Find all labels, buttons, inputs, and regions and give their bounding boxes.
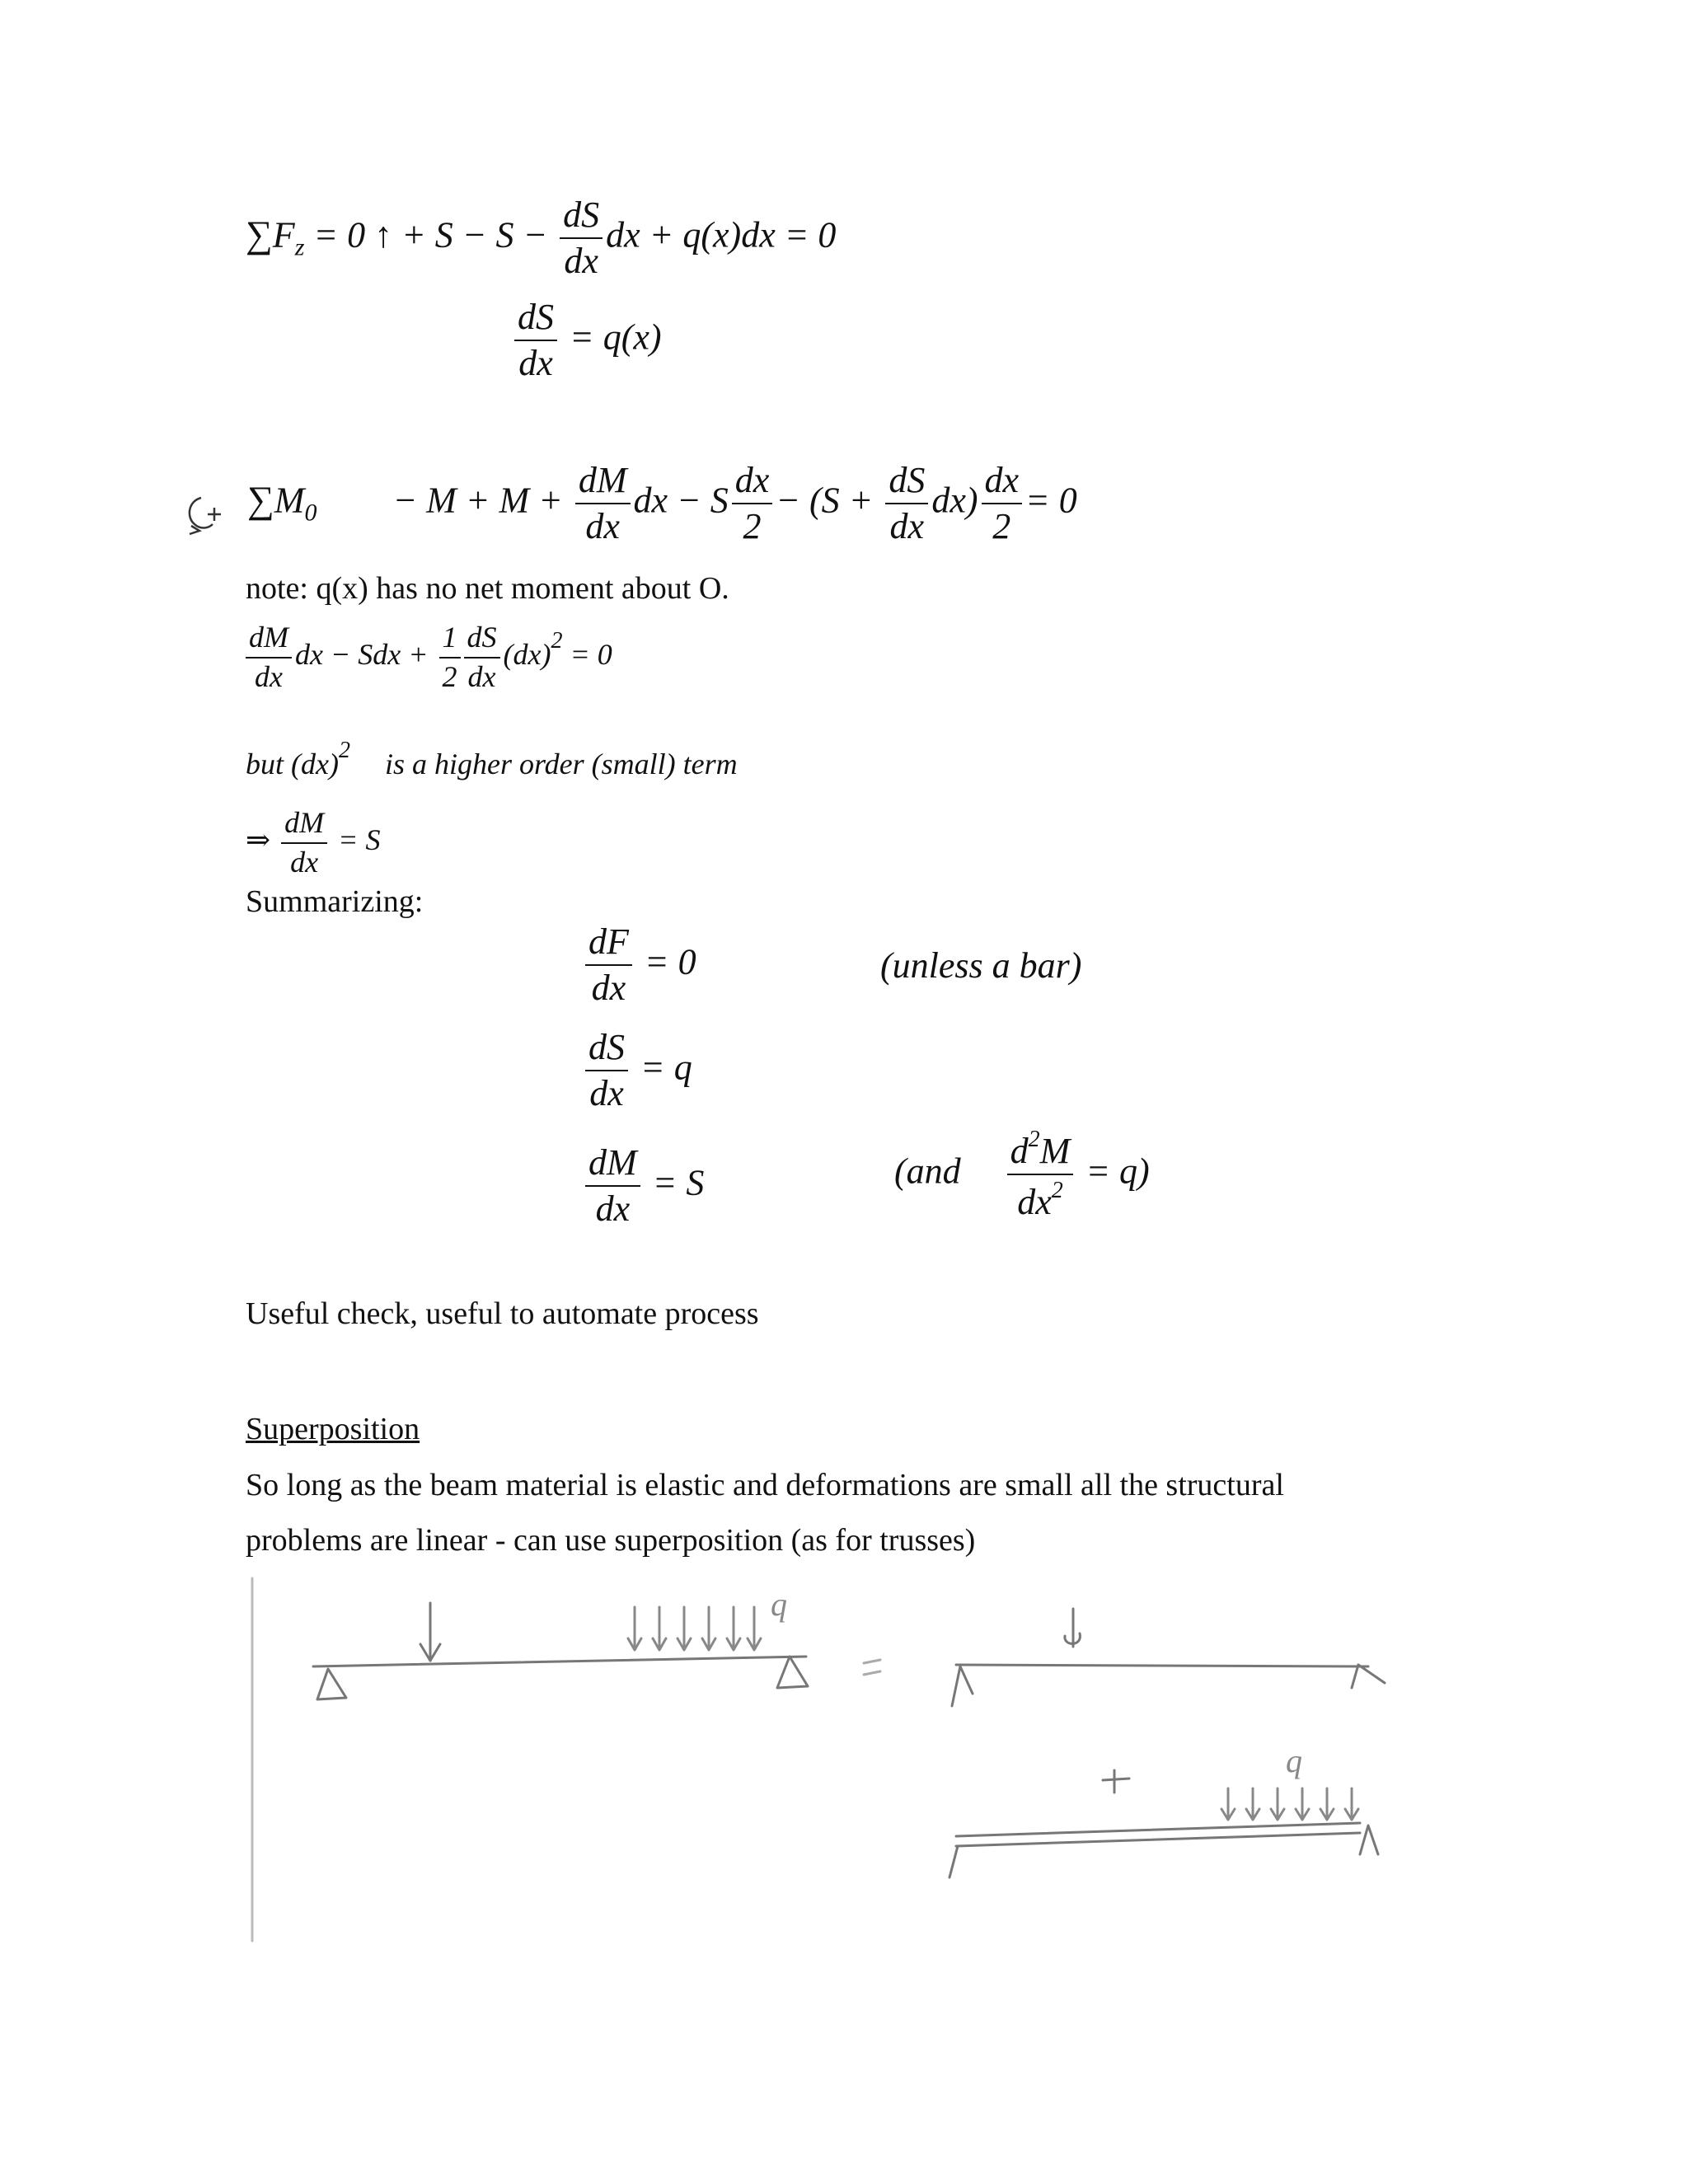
ds-dx-fraction: $\frac{dS}{dx}$ (560, 196, 603, 280)
superposition-body-line-1: So long as the beam material is elastic and deformations are small all the structural (246, 1468, 1284, 1502)
higher-order-remark: but (dx)$^2$ is a higher order (small) term (246, 738, 738, 780)
summarizing-label: Summarizing: (246, 884, 424, 919)
superposition-body-line-2: problems are linear - can use superposition (as for trusses) (246, 1523, 976, 1558)
moment-derivative-result: ⇒ $\frac{dM}{dx}$ = S (246, 806, 381, 879)
clockwise-moment-sign-icon (183, 491, 224, 541)
summary-second-derivative-note: (and $\frac{d^2M}{dx^2}$ = q) (894, 1127, 1150, 1223)
summary-moment-relation: $\frac{dM}{dx}$ = S (585, 1144, 704, 1228)
force-balance-equation: $\sum F_z = 0$ ↑ + S − S − $\frac{dS}{dx}$ dx + q(x)dx = 0 (246, 194, 837, 282)
summary-axial-relation: $\frac{dF}{dx}$ = 0 (585, 923, 696, 1007)
superposition-heading: Superposition (246, 1412, 420, 1446)
note-text: note: q(x) has no net moment about O. (246, 571, 729, 606)
sketch-q-label-top: q (771, 1586, 787, 1623)
summary-shear-relation: $\frac{dS}{dx}$ = q (585, 1029, 692, 1113)
moment-balance-equation: $\sum M_0 - M + M$ + $\frac{dM}{dx}$ dx − S $\frac{dx}{2}$ − (S + $\frac{dS}{dx}$ dx) $\frac{dx}{2}$ = 0 (247, 460, 1077, 547)
summary-axial-note: (unless a bar) (880, 945, 1082, 986)
useful-check-text: Useful check, useful to automate process (246, 1296, 759, 1331)
sketch-q-label-bottom: q (1286, 1742, 1302, 1779)
shear-derivative-result: $\frac{dS}{dx}$ = q(x) (511, 298, 662, 382)
expanded-moment-equation: $\frac{dM}{dx}$ dx − Sdx + $\frac{1}{2}$ $\frac{dS}{dx}$ (dx)$^2$ = 0 (246, 622, 612, 693)
